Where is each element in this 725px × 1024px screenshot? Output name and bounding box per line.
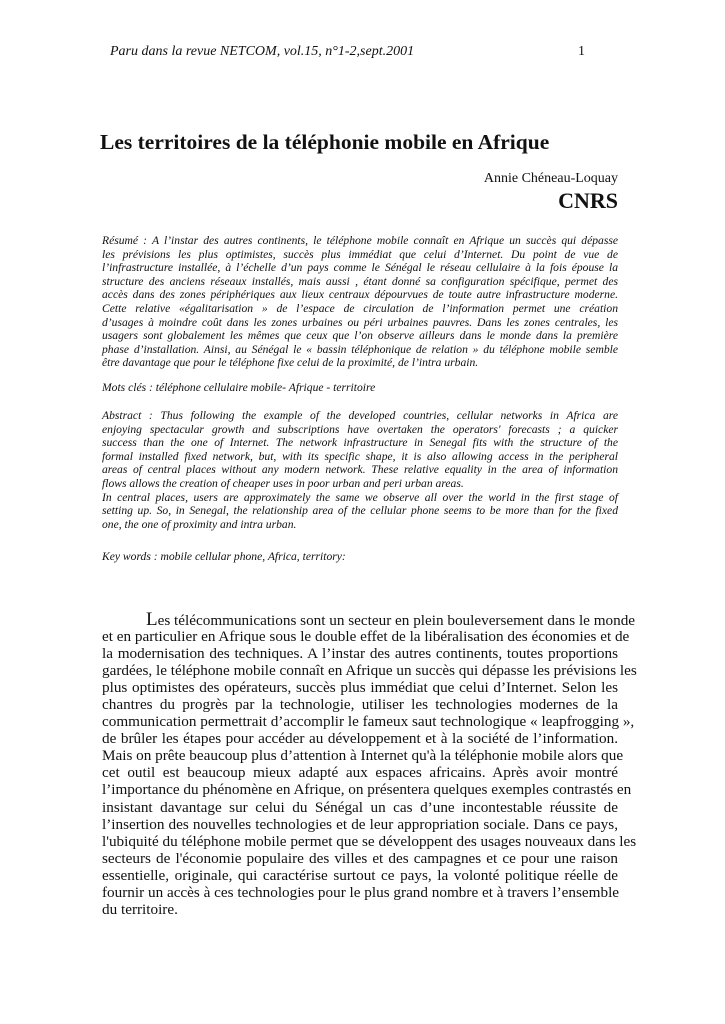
body-line: l’insertion des nouvelles technologies et de leur appropriation sociale. Dans ce pays, — [102, 815, 618, 833]
resume-line: accès dans des zones périphériques aux lieux centraux dépourvues de toute autre infrastructure moderne. — [102, 288, 618, 302]
body-line: plus optimistes des opérateurs, succès plus immédiat que celui d’Internet. Selon les — [102, 679, 618, 697]
resume-line: d’usages à moindre coût dans les zones urbaines ou péri urbaines pauvres. Dans les zones centrales, les — [102, 315, 618, 329]
body-line-text: es télécommunications sont un secteur en plein bouleversement dans le monde — [157, 612, 636, 629]
article-title: Les territoires de la téléphonie mobile en Afrique — [100, 130, 550, 154]
body-line: chantres du progrès par la technologie, utiliser les technologies modernes de la — [102, 696, 618, 714]
resume-line: structure des anciens réseaux installés, mais aussi , étant donné sa configuration spécifique, permet des — [102, 274, 618, 288]
body-line: la modernisation des techniques. A l’instar des autres continents, toutes proportions — [102, 645, 618, 663]
body-line: cet outil est beaucoup mieux adapté aux espaces africains. Après avoir montré — [102, 764, 618, 782]
body-line: du territoire. — [102, 900, 178, 918]
abstract-line: one, the one of proximity and intra urban. — [102, 517, 297, 531]
abstract-line: areas of central places without any modern network. These relative equality in the area of information — [102, 463, 618, 477]
key-words: Key words : mobile cellular phone, Africa, territory: — [102, 550, 346, 563]
abstract-line: enjoying spectacular growth and subscriptions have overtaken the operators' forecasts ; a quicker — [102, 422, 618, 436]
body-line: Mais on prête beaucoup plus d’attention à Internet qu'à la téléphonie mobile alors que — [102, 747, 624, 765]
body-line — [102, 609, 636, 630]
affiliation: CNRS — [558, 188, 618, 213]
body-line: insistant davantage sur celui du Sénégal un cas d’une incontestable réussite de — [102, 798, 618, 816]
body-line: l'ubiquité du téléphone mobile permet que se développent des usages nouveaux dans les — [102, 832, 637, 850]
body-line: gardées, le téléphone mobile connaît en Afrique un succès qui dépasse les prévisions les — [102, 662, 637, 680]
resume-line: Cette relative «égalitarisation » de l’espace de circulation de l’information permet une création — [102, 301, 618, 315]
resume-line: les prévisions les plus optimistes, succès plus immédiat que celui d’Internet. Du point de vue de — [102, 247, 618, 261]
resume-line: usagers sont globalement les mêmes que ceux que l’on observe ailleurs dans le monde dans la première — [102, 329, 618, 343]
resume-line: Résumé : A l’instar des autres continents, le téléphone mobile connaît en Afrique un succès qui dépasse — [102, 234, 618, 247]
body-line: de brûler les étapes pour accéder au développement et à la société de l’information. — [102, 730, 618, 748]
resume-line: l’infrastructure installée, à l’échelle d’un pays comme le Sénégal le réseau cellulaire à la fois épouse la — [102, 261, 618, 275]
body-line: communication permettrait d’accomplir le fameux saut technologique « leapfrogging », — [102, 713, 635, 731]
body-line: secteurs de l'économie populaire des villes et des campagnes et ce pour une raison — [102, 849, 618, 867]
body-line: fournir un accès à ces technologies pour le plus grand nombre et à travers l’ensemble — [102, 883, 620, 901]
body-line: et en particulier en Afrique sous le double effet de la libéralisation des économies et de — [102, 628, 630, 646]
abstract-line: Abstract : Thus following the example of the developed countries, cellular networks in Africa are — [102, 409, 618, 422]
body-line: l’importance du phénomène en Afrique, on présentera quelques exemples contrastés en — [102, 781, 632, 799]
running-header: Paru dans la revue NETCOM, vol.15, n°1-2,sept.2001 — [110, 44, 415, 59]
abstract — [102, 409, 618, 531]
body-line: essentielle, originale, qui caractérise surtout ce pays, la volonté politique réelle de — [102, 866, 618, 884]
abstract-line: success than the one of Internet. The network infrastructure in Senegal fits with the structure of the — [102, 436, 618, 450]
author: Annie Chéneau-Loquay — [483, 171, 618, 186]
body-paragraph — [102, 609, 637, 918]
abstract-line: formal installed fixed network, but, with its specific shape, it is also allowing access in the peripheral — [102, 449, 618, 463]
resume-line: être davantage que pour le téléphone fixe celui de la proximité, de l’intra urbain. — [102, 356, 479, 370]
abstract-line: In central places, users are approximately the same we observe all over the world in the first stage of — [102, 490, 618, 504]
page-number: 1 — [578, 44, 585, 59]
abstract-line: setting up. So, in Senegal, the relationship area of the cellular phone seems to be more than for the fixed — [102, 504, 618, 518]
resume — [102, 234, 618, 370]
resume-line: phase d’installation. Ainsi, au Sénégal le « bassin téléphonique de relation » du téléphone mobile semble — [102, 342, 618, 356]
mots-cles: Mots clés : téléphone cellulaire mobile- Afrique - territoire — [102, 381, 376, 394]
abstract-line: flows allows the creation of cheaper uses in poor urban and peri urban areas. — [102, 476, 464, 490]
drop-letter: L — [146, 609, 158, 630]
